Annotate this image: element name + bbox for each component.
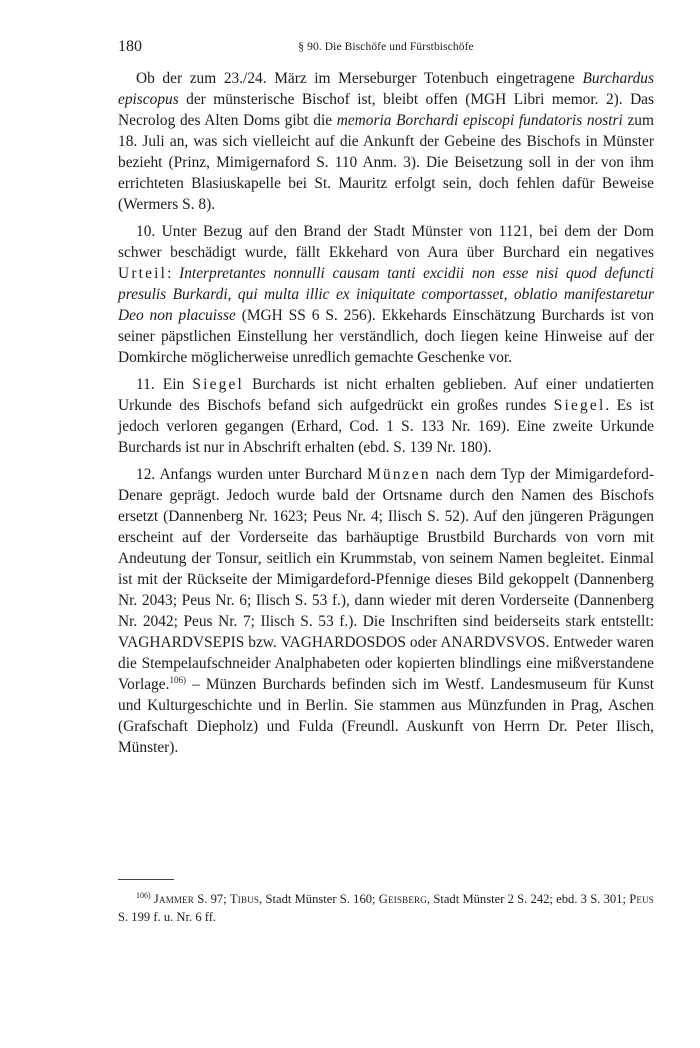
text-run: 11. Ein <box>136 376 193 393</box>
footnote-reference: 106) <box>169 674 186 685</box>
spaced-run: Siegel <box>192 376 244 393</box>
author-name: Tibus <box>229 892 260 906</box>
author-name: Jammer <box>153 892 194 906</box>
paragraph-1 <box>118 68 654 215</box>
text-run: Burchards ist nicht erhalten geblieben. Auf einer undatierten Urkunde des Bischofs befand sich aufgedrückt ein großes rundes <box>118 376 654 414</box>
text-run: zum 18. Juli an, was sich vielleicht auf die Ankunft der Gebeine des Bischofs in Münster bezieht (Prinz, Mimigernaford S. 110 Anm. 3). Die Beisetzung soll in der von ihm errichteten Blasiuskapelle bei St. Mauritz erfolgt sein, doch fehlen dafür Beweise (Wermers S. 8). <box>118 112 654 213</box>
spaced-run: Siegel <box>553 397 606 414</box>
text-run: der münsterische Bischof ist, bleibt offen (MGH Libri memor. 2). Das Necrolog des Alten Doms gibt die <box>118 91 654 129</box>
text-run: . Es ist jedoch verloren gegangen (Erhard, Cod. 1 S. 133 Nr. 169). Eine zweite Urkunde Burchards ist nur in Abschrift erhalten (ebd. S. 139 Nr. 180). <box>118 397 654 456</box>
text-run: : <box>167 265 180 282</box>
paragraph-2 <box>118 221 654 368</box>
author-name: Peus <box>629 892 654 906</box>
text-run: 10. Unter Bezug auf den Brand der Stadt Münster von 1121, bei dem der Dom schwer beschädigt wurde, fällt Ekkehard von Aura über Burchard ein negatives <box>118 223 654 261</box>
text-run: nach dem Typ der Mimigardeford-Denare geprägt. Jedoch wurde bald der Ortsname durch den Namen des Bischofs ersetzt (Dannenberg Nr. 1623; Peus Nr. 4; Ilisch S. 52). Auf den jüngeren Prägungen erscheint auf der Vorderseite das barhäuptige Brustbild Burchards von vorn mit Andeutung der Tonsur, seitlich ein Krummstab, von seinem Namen begleitet. Einmal ist mit der Rückseite der Mimigardeford-Pfennige dieses Bild gekoppelt (Dannenberg Nr. 2043; Peus Nr. 6; Ilisch S. 53 f.), dann wieder mit deren Vorderseite (Dannenberg Nr. 2042; Peus Nr. 7; Ilisch S. 53 f.). Die Inschriften sind beiderseits stark entstellt: VAGHARDVSEPIS bzw. VAGHARDOSDOS oder ANARDVSVOS. Entweder waren die Stempelaufschneider Analphabeten oder kopierten blindlings eine mißverstandene Vorlage. <box>118 466 654 693</box>
text-run: 12. Anfangs wurden unter Burchard <box>136 466 368 483</box>
italic-run: Burchardus episcopus <box>118 70 654 108</box>
text-run: , Stadt Münster S. 160; <box>259 892 379 906</box>
footnote-number: 106) <box>136 890 151 900</box>
body-text <box>118 68 654 758</box>
italic-run: Interpretantes nonnulli causam tanti excidii non esse nisi quod defuncti presulis Burkardi, qui multa illic ex iniquitate comportasset, oblatio manifestaretur Deo non placuisse <box>118 265 655 324</box>
paragraph-3 <box>118 374 654 458</box>
footnote-divider <box>118 879 174 880</box>
text-run: , Stadt Münster 2 S. 242; ebd. 3 S. 301; <box>426 892 630 906</box>
italic-run: memoria Borchardi episcopi fundatoris nostri <box>336 112 623 129</box>
text-run: (MGH SS 6 S. 256). Ekkehards Einschätzung Burchards ist von seiner päpstlichen Einstellung her verständlich, doch liegen keine Hinweise auf der Domkirche möglicherweise unredlich gemachte Geschenke vor. <box>118 307 654 366</box>
spaced-run: Urteil <box>118 265 168 282</box>
spaced-run: Münzen <box>367 466 431 483</box>
footnote-106 <box>118 890 654 926</box>
page-number: 180 <box>118 38 142 55</box>
text-run: – Münzen Burchards befinden sich im Westf. Landesmuseum für Kunst und Kulturgeschichte und in Berlin. Sie stammen aus Münzfunden in Prag, Aschen (Grafschaft Diepholz) und Fulda (Freundl. Auskunft von Herrn Dr. Peter Ilisch, Münster). <box>118 676 654 756</box>
running-head <box>118 38 654 60</box>
author-name: Geisberg <box>378 892 427 906</box>
page-content <box>118 38 654 758</box>
text-run: S. 199 f. u. Nr. 6 ff. <box>118 910 217 924</box>
running-title: § 90. Die Bischöfe und Fürstbischöfe <box>298 41 474 53</box>
paragraph-4 <box>118 464 654 758</box>
text-run: S. 97; <box>194 892 230 906</box>
text-run: Ob der zum 23./24. März im Merseburger Totenbuch eingetragene <box>136 70 583 87</box>
